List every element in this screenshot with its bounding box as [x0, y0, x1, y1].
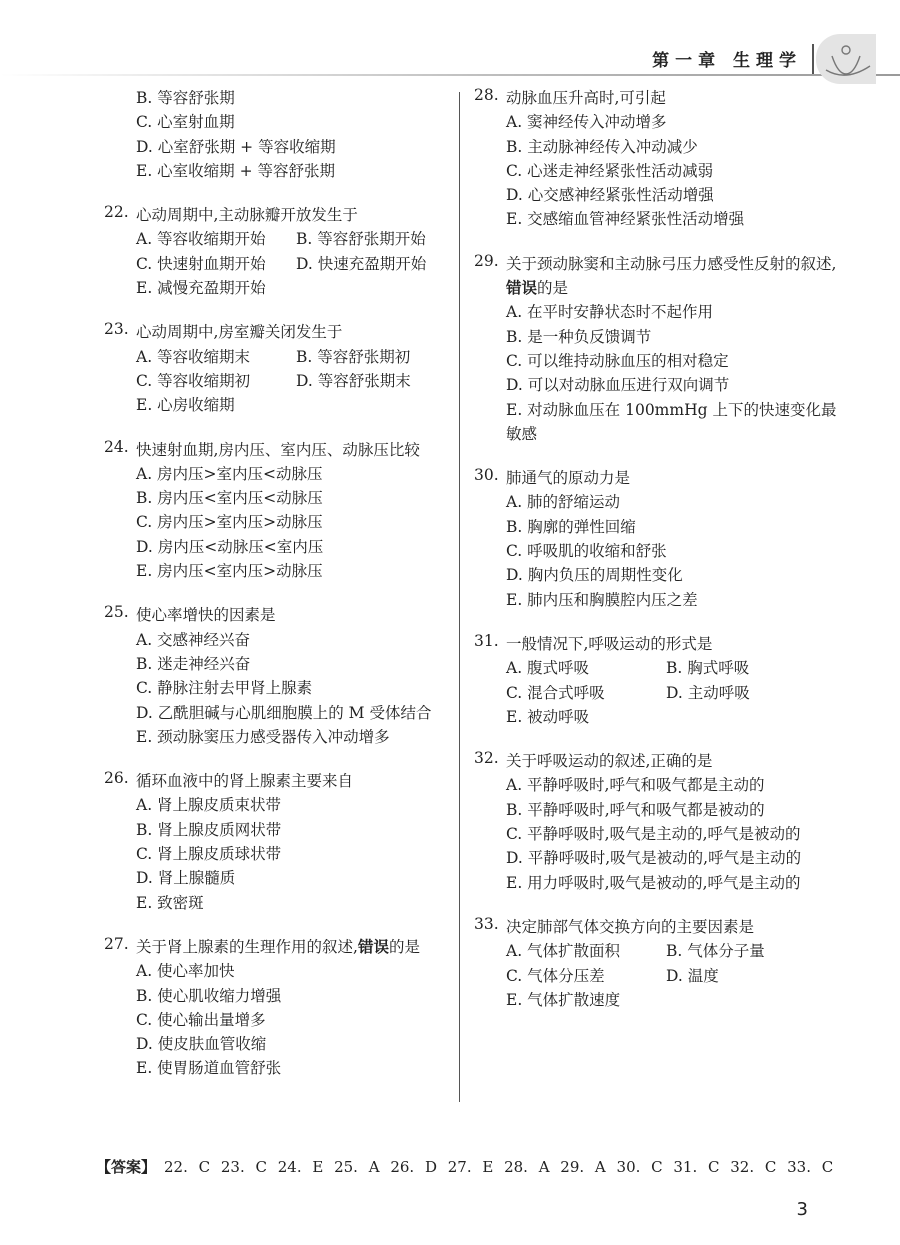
option: E. 被动呼吸	[506, 707, 590, 726]
option: D. 胸内负压的周期性变化	[506, 566, 683, 585]
option: D. 等容舒张期末	[296, 371, 411, 390]
answer-key-text: 22. C 23. C 24. E 25. A 26. D 27. E 28. A 29. A 30. C 31. C 32. C 33. C	[164, 1158, 834, 1176]
option: A. 等容收缩期末	[136, 347, 251, 366]
question-stem: 关于肾上腺素的生理作用的叙述,错误的是	[136, 936, 420, 956]
option: A. 房内压>室内压<动脉压	[136, 464, 323, 483]
page-number: 3	[796, 1199, 808, 1220]
option: B. 胸廓的弹性回缩	[506, 517, 636, 536]
option: C. 快速射血期开始	[136, 254, 266, 273]
option: C. 肾上腺皮质球状带	[136, 845, 282, 864]
page-header	[0, 0, 900, 90]
question-stem: 决定肺部气体交换方向的主要因素是	[506, 917, 755, 936]
option: D. 乙酰胆碱与心肌细胞膜上的 M 受体结合	[136, 703, 432, 722]
emphasis-word: 错误	[506, 278, 538, 298]
option: D. 可以对动脉血压进行双向调节	[506, 376, 730, 395]
question-number: 31.	[474, 631, 499, 650]
option: B. 迷走神经兴奋	[136, 654, 251, 673]
option: E. 用力呼吸时,吸气是被动的,呼气是主动的	[506, 873, 801, 892]
chapter-title: 第一章 生理学	[652, 51, 802, 71]
question-stem: 心动周期中,主动脉瓣开放发生于	[136, 206, 358, 225]
question-number: 27.	[104, 934, 129, 953]
question-stem: 使心率增快的因素是	[136, 606, 276, 625]
question-26	[104, 769, 454, 915]
option: A. 在平时安静状态时不起作用	[506, 303, 714, 322]
header-rule	[0, 74, 900, 76]
question-23	[104, 320, 454, 417]
answer-key	[96, 1156, 833, 1177]
option: D. 主动呼吸	[666, 683, 750, 702]
option: E. 致密斑	[136, 893, 204, 912]
option: E. 房内压<室内压>动脉压	[136, 562, 323, 581]
option: C. 平静呼吸时,吸气是主动的,呼气是被动的	[506, 825, 801, 844]
question-stem: 动脉血压升高时,可引起	[506, 89, 666, 107]
option: A. 交感神经兴奋	[136, 630, 251, 649]
option: D. 温度	[666, 966, 719, 985]
option: B. 房内压<室内压<动脉压	[136, 489, 323, 508]
question-number: 26.	[104, 769, 129, 788]
option: C. 气体分压差	[506, 966, 605, 985]
option: B. 等容舒张期开始	[296, 230, 426, 249]
option: E. 对动脉血压在 100mmHg 上下的快速变化最敏感	[506, 400, 837, 443]
option: A. 等容收缩期开始	[136, 230, 266, 249]
option: C. 静脉注射去甲肾上腺素	[136, 679, 313, 698]
option: B. 肾上腺皮质网状带	[136, 820, 282, 839]
option: C. 使心输出量增多	[136, 1010, 266, 1029]
emphasis-word: 错误	[357, 936, 389, 956]
question-stem: 循环血液中的肾上腺素主要来自	[136, 772, 354, 791]
option: E. 颈动脉窦压力感受器传入冲动增多	[136, 727, 390, 746]
right-column	[474, 86, 844, 1032]
option: D. 快速充盈期开始	[296, 254, 427, 273]
question-number: 33.	[474, 914, 499, 933]
header-logo-icon	[816, 34, 876, 84]
option: B. 气体分子量	[666, 942, 765, 961]
question-33	[474, 915, 844, 1012]
question-number: 29.	[474, 251, 499, 270]
option: A. 平静呼吸时,呼气和吸气都是主动的	[506, 776, 765, 795]
question-number: 22.	[104, 203, 129, 222]
question-22	[104, 203, 454, 300]
question-31	[474, 632, 844, 729]
question-21-continued	[104, 86, 454, 183]
answer-key-label: 【答案】	[96, 1158, 157, 1176]
question-stem: 快速射血期,房内压、室内压、动脉压比较	[136, 440, 420, 459]
header-separator	[812, 44, 814, 74]
option: D. 平静呼吸时,吸气是被动的,呼气是主动的	[506, 849, 802, 868]
option: E. 使胃肠道血管舒张	[136, 1059, 282, 1078]
option: C. 心室射血期	[136, 113, 235, 132]
question-24	[104, 438, 454, 584]
option: B. 主动脉神经传入冲动减少	[506, 137, 698, 156]
option: C. 可以维持动脉血压的相对稳定	[506, 351, 729, 370]
option: C. 心迷走神经紧张性活动减弱	[506, 161, 714, 180]
question-number: 23.	[104, 320, 129, 339]
question-stem: 关于颈动脉窦和主动脉弓压力感受性反射的叙述,错误的是	[506, 254, 837, 298]
question-stem: 肺通气的原动力是	[506, 469, 631, 488]
option: C. 房内压>室内压>动脉压	[136, 513, 323, 532]
option: E. 交感缩血管神经紧张性活动增强	[506, 210, 745, 229]
question-number: 30.	[474, 466, 499, 485]
question-number: 25.	[104, 603, 129, 622]
question-28	[474, 86, 844, 232]
question-32	[474, 749, 844, 895]
option: B. 等容舒张期	[136, 89, 235, 107]
option: C. 等容收缩期初	[136, 371, 251, 390]
option: A. 腹式呼吸	[506, 659, 590, 678]
left-column	[104, 86, 454, 1101]
column-divider	[459, 92, 460, 1102]
option: B. 胸式呼吸	[666, 659, 750, 678]
option: B. 是一种负反馈调节	[506, 327, 652, 346]
option: A. 肺的舒缩运动	[506, 493, 621, 512]
option: A. 肾上腺皮质束状带	[136, 796, 282, 815]
option: B. 平静呼吸时,呼气和吸气都是被动的	[506, 800, 765, 819]
option: D. 肾上腺髓质	[136, 869, 236, 888]
question-number: 24.	[104, 437, 129, 456]
option: B. 等容舒张期初	[296, 347, 411, 366]
option: A. 窦神经传入冲动增多	[506, 113, 667, 132]
option: B. 使心肌收缩力增强	[136, 986, 282, 1005]
option: C. 呼吸肌的收缩和舒张	[506, 542, 667, 561]
question-stem: 心动周期中,房室瓣关闭发生于	[136, 323, 343, 342]
question-stem: 关于呼吸运动的叙述,正确的是	[506, 752, 713, 771]
option: D. 心室舒张期 + 等容收缩期	[136, 137, 336, 156]
option: D. 房内压<动脉压<室内压	[136, 537, 324, 556]
option: D. 使皮肤血管收缩	[136, 1035, 267, 1054]
option: E. 心房收缩期	[136, 396, 235, 415]
option: E. 肺内压和胸膜腔内压之差	[506, 590, 698, 609]
option: C. 混合式呼吸	[506, 683, 605, 702]
question-29	[474, 252, 844, 446]
question-27	[104, 935, 454, 1081]
question-stem: 一般情况下,呼吸运动的形式是	[506, 634, 713, 653]
option: A. 使心率加快	[136, 962, 235, 981]
option: D. 心交感神经紧张性活动增强	[506, 186, 714, 205]
option: E. 减慢充盈期开始	[136, 279, 266, 298]
question-25	[104, 603, 454, 749]
option: A. 气体扩散面积	[506, 942, 621, 961]
question-number: 32.	[474, 749, 499, 768]
option: E. 气体扩散速度	[506, 990, 621, 1009]
question-number: 28.	[474, 86, 499, 104]
question-30	[474, 466, 844, 612]
option: E. 心室收缩期 + 等容舒张期	[136, 161, 336, 180]
